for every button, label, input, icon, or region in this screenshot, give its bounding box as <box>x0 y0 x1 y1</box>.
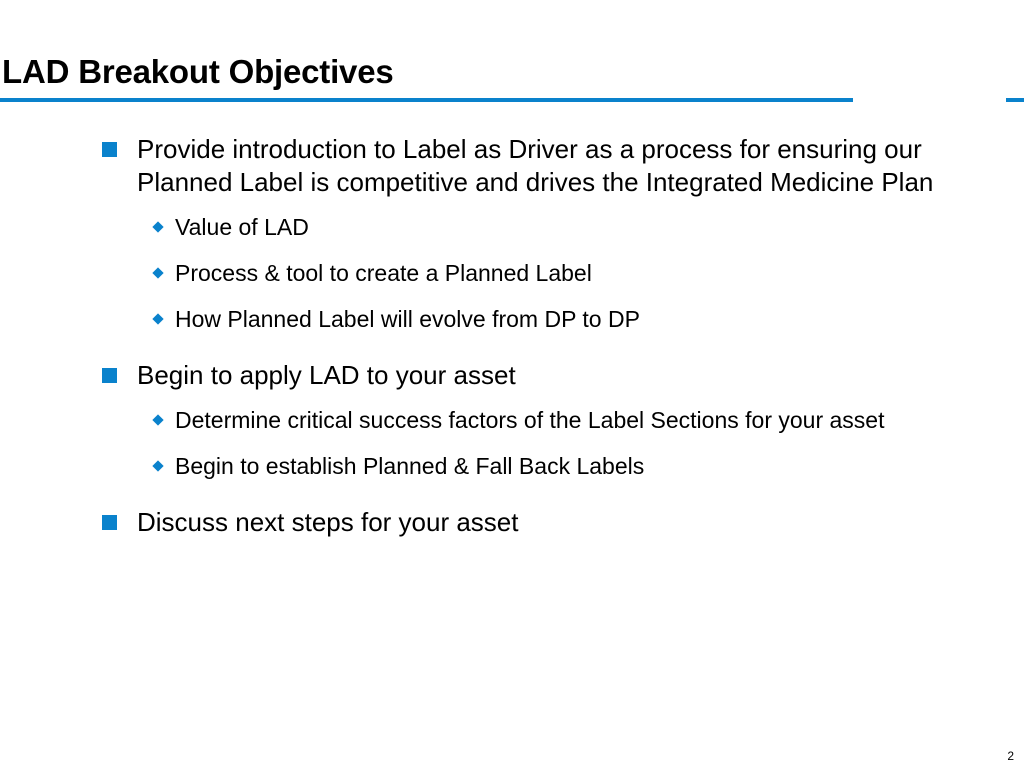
diamond-bullet-icon <box>152 221 163 232</box>
square-bullet-icon <box>102 142 117 157</box>
sub-bullet-text: How Planned Label will evolve from DP to DP <box>175 306 640 332</box>
title-underline <box>0 98 853 102</box>
bullet-item <box>100 506 1020 539</box>
diamond-bullet-icon <box>152 313 163 324</box>
sub-bullet-item <box>137 301 1020 337</box>
sub-bullet-text: Process & tool to create a Planned Label <box>175 260 592 286</box>
sub-bullet-item <box>137 448 1020 484</box>
sub-bullet-text: Begin to establish Planned & Fall Back Labels <box>175 453 645 479</box>
sub-bullet-list <box>137 209 1020 337</box>
sub-bullet-item <box>137 255 1020 291</box>
bullet-text: Discuss next steps for your asset <box>137 507 519 537</box>
sub-bullet-text: Value of LAD <box>175 214 309 240</box>
bullet-item <box>100 359 1020 484</box>
square-bullet-icon <box>102 368 117 383</box>
bullet-text: Provide introduction to Label as Driver as a process for ensuring our Planned Label is competitive and drives the Integrated Medicine Plan <box>137 134 934 197</box>
diamond-bullet-icon <box>152 414 163 425</box>
diamond-bullet-icon <box>152 460 163 471</box>
sub-bullet-text: Determine critical success factors of the Label Sections for your asset <box>175 407 885 433</box>
diamond-bullet-icon <box>152 267 163 278</box>
title-underline-end <box>1006 98 1024 102</box>
slide-title: LAD Breakout Objectives <box>2 53 394 90</box>
bullet-item <box>100 133 1020 337</box>
sub-bullet-item <box>137 402 1020 438</box>
square-bullet-icon <box>102 515 117 530</box>
sub-bullet-list <box>137 402 1020 484</box>
bullet-text: Begin to apply LAD to your asset <box>137 360 516 390</box>
sub-bullet-item <box>137 209 1020 245</box>
bullet-list <box>100 133 1020 539</box>
page-number: 2 <box>1007 749 1014 763</box>
